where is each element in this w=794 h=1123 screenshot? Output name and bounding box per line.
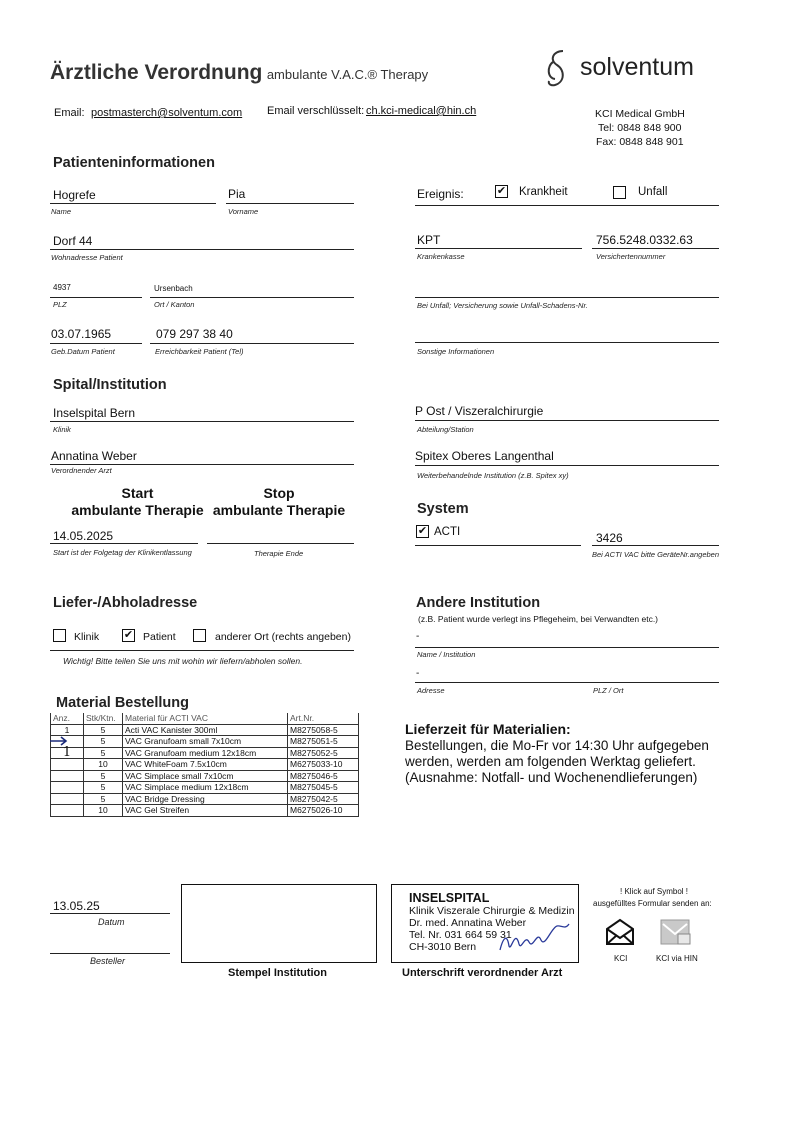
table-row — [51, 724, 359, 736]
email-label: Email: — [54, 107, 85, 119]
patient-ort[interactable]: Ursenbach — [154, 284, 193, 293]
col-material: Material für ACTI VAC — [123, 713, 288, 724]
klinik-caption: Klinik — [53, 425, 71, 434]
send-note: ausgefülltes Formular senden an: — [593, 899, 712, 908]
table-row — [51, 782, 359, 794]
liefer-patient-label: Patient — [143, 631, 176, 643]
stk-cell: 5 — [84, 793, 123, 805]
anz-cell[interactable] — [51, 805, 84, 817]
email-encrypted-label: Email verschlüsselt: — [267, 105, 365, 117]
start-therapie-line1: Start — [121, 485, 154, 501]
table-row — [51, 759, 359, 771]
krankenkasse-caption: Krankenkasse — [417, 252, 465, 261]
artnr-cell: M8275051-5 — [288, 736, 359, 748]
andere-adresse-caption: Adresse — [417, 686, 445, 695]
material-cell: VAC Simplace medium 12x18cm — [123, 782, 288, 794]
andere-institution-sub: (z.B. Patient wurde verlegt ins Pflegeheim, bei Verwandten etc.) — [418, 614, 659, 624]
andere-institution-heading: Andere Institution — [416, 595, 541, 611]
patient-telefon[interactable]: 079 297 38 40 — [156, 327, 233, 341]
stk-cell: 5 — [84, 724, 123, 736]
company-fax: Fax: 0848 848 901 — [596, 136, 684, 148]
kci-mail-icon[interactable] — [604, 917, 636, 952]
lieferzeit-line3: (Ausnahme: Notfall- und Wochenendlieferungen) — [405, 770, 698, 785]
anz-cell[interactable] — [51, 793, 84, 805]
form-title-sub: ambulante V.A.C.® Therapy — [266, 67, 429, 82]
company-tel: Tel: 0848 848 900 — [598, 122, 682, 134]
verordnender-arzt-value[interactable]: Annatina Weber — [51, 449, 137, 463]
lieferzeit-title: Lieferzeit für Materialien: — [405, 721, 571, 737]
stk-cell: 5 — [84, 747, 123, 759]
liefer-patient-checkbox[interactable]: ✔ — [123, 629, 134, 641]
weiterbehandelnde-value[interactable]: Spitex Oberes Langenthal — [415, 449, 554, 463]
patient-plz-caption: PLZ — [53, 300, 67, 309]
patient-geburtsdatum-caption: Geb.Datum Patient — [51, 347, 115, 356]
besteller-caption: Besteller — [90, 956, 126, 966]
material-cell: VAC Granufoam medium 12x18cm — [123, 747, 288, 759]
liefer-anderer-checkbox[interactable] — [193, 629, 206, 642]
col-anz: Anz. — [51, 713, 84, 724]
material-cell: VAC Bridge Dressing — [123, 793, 288, 805]
andere-plz-caption: PLZ / Ort — [593, 686, 624, 695]
stop-date-caption: Therapie Ende — [254, 549, 304, 558]
start-therapie-line2: ambulante Therapie — [71, 502, 204, 518]
material-table-header — [51, 713, 359, 724]
kci-hin-label: KCI via HIN — [656, 954, 698, 963]
material-cell: VAC Simplace small 7x10cm — [123, 770, 288, 782]
patient-vorname-caption: Vorname — [228, 207, 259, 216]
weiterbehandelnde-caption: Weiterbehandelnde Institution (z.B. Spitex xy) — [417, 471, 569, 480]
system-heading: System — [417, 501, 469, 517]
stk-cell: 5 — [84, 770, 123, 782]
krankheit-label: Krankheit — [519, 186, 568, 198]
abteilung-value[interactable]: P Ost / Viszeralchirurgie — [415, 404, 544, 418]
stempel-box[interactable] — [181, 884, 377, 963]
versichertennummer-caption: Versichertennummer — [596, 252, 666, 261]
solventum-logo — [543, 48, 573, 93]
table-row — [51, 805, 359, 817]
email-link[interactable]: postmasterch@solventum.com — [91, 107, 243, 119]
col-stk: Stk/Ktn. — [84, 713, 123, 724]
unterschrift-caption: Unterschrift verordnender Arzt — [402, 967, 563, 979]
handwritten-arrow-mark — [49, 733, 69, 751]
acti-checkbox[interactable]: ✔ — [417, 525, 428, 537]
artnr-cell: M8275046-5 — [288, 770, 359, 782]
patient-adresse[interactable]: Dorf 44 — [53, 234, 93, 248]
form-title — [50, 61, 428, 85]
start-therapie-heading — [70, 485, 205, 519]
liefer-klinik-label: Klinik — [74, 631, 100, 643]
patient-vorname[interactable]: Pia — [228, 187, 246, 201]
patient-name[interactable]: Hogrefe — [53, 188, 96, 202]
patient-geburtsdatum[interactable]: 03.07.1965 — [51, 327, 112, 341]
patient-heading: Patienteninformationen — [53, 155, 215, 171]
versichertennummer[interactable]: 756.5248.0332.63 — [596, 233, 693, 247]
andere-name-value[interactable]: - — [416, 631, 420, 642]
datum-value[interactable]: 13.05.25 — [53, 899, 100, 913]
email-encrypted-link[interactable]: ch.kci-medical@hin.ch — [366, 105, 477, 117]
artnr-cell: M8275042-5 — [288, 793, 359, 805]
stamp-line2: Klinik Viszerale Chirurgie & Medizin — [409, 905, 575, 917]
material-cell: VAC WhiteFoam 7.5x10cm — [123, 759, 288, 771]
signature-icon — [495, 918, 575, 958]
table-row — [51, 747, 359, 759]
material-cell: VAC Gel Streifen — [123, 805, 288, 817]
patient-name-caption: Name — [51, 207, 72, 216]
stop-therapie-line2: ambulante Therapie — [212, 502, 346, 518]
stk-cell: 5 — [84, 736, 123, 748]
stop-therapie-heading — [209, 485, 349, 519]
form-title-bold: Ärztliche Verordnung — [50, 61, 263, 84]
stk-cell: 5 — [84, 782, 123, 794]
anz-cell[interactable]: 1 — [51, 724, 84, 736]
liefer-note: Wichtig! Bitte teilen Sie uns mit wohin wir liefern/abholen sollen. — [63, 656, 303, 666]
andere-name-caption: Name / Institution — [417, 650, 476, 659]
start-date-caption: Start ist der Folgetag der Klinikentlassung — [53, 548, 192, 557]
andere-adresse-value[interactable]: - — [416, 668, 420, 679]
anz-cell[interactable] — [51, 770, 84, 782]
table-row — [51, 793, 359, 805]
datum-caption: Datum — [98, 917, 125, 927]
artnr-cell: M8275052-5 — [288, 747, 359, 759]
sonstige-informationen-caption: Sonstige Informationen — [417, 347, 495, 356]
stk-cell: 10 — [84, 805, 123, 817]
unfall-checkbox[interactable] — [613, 186, 626, 199]
artnr-cell: M6275033-10 — [288, 759, 359, 771]
stop-therapie-line1: Stop — [263, 485, 295, 501]
solventum-logo-text: solventum — [580, 53, 694, 81]
unfall-label: Unfall — [638, 186, 668, 198]
lieferzeit-line2: werden, werden am folgenden Werktag geliefert. — [405, 754, 696, 769]
geraet-nummer[interactable]: 3426 — [596, 531, 623, 545]
liefer-klinik-checkbox[interactable] — [53, 629, 66, 642]
start-date[interactable]: 14.05.2025 — [53, 529, 114, 543]
artnr-cell: M8275045-5 — [288, 782, 359, 794]
acti-label: ACTI — [434, 526, 461, 538]
kci-label: KCI — [614, 954, 628, 963]
klick-note: ! Klick auf Symbol ! — [620, 887, 689, 896]
lieferzeit-line1: Bestellungen, die Mo-Fr vor 14:30 Uhr aufgegeben — [405, 738, 709, 753]
material-cell: Acti VAC Kanister 300ml — [123, 724, 288, 736]
stk-cell: 10 — [84, 759, 123, 771]
spital-heading: Spital/Institution — [53, 377, 167, 393]
artnr-cell: M8275058-5 — [288, 724, 359, 736]
unfall-versicherung-caption: Bei Unfall; Versicherung sowie Unfall-Schadens-Nr. — [417, 301, 588, 310]
stamp-line3: Dr. med. Annatina Weber — [409, 917, 527, 929]
company-name: KCI Medical GmbH — [595, 108, 685, 120]
anz-cell[interactable] — [51, 759, 84, 771]
patient-ort-caption: Ort / Kanton — [154, 300, 195, 309]
geraet-nummer-caption: Bei ACTI VAC bitte GeräteNr.angeben — [592, 550, 720, 559]
material-cell: VAC Granufoam small 7x10cm — [123, 736, 288, 748]
artnr-cell: M6275026-10 — [288, 805, 359, 817]
ereignis-label: Ereignis: — [417, 187, 464, 201]
stamp-line5: CH-3010 Bern — [409, 941, 477, 953]
krankenkasse[interactable]: KPT — [417, 233, 441, 247]
patient-adresse-caption: Wohnadresse Patient — [51, 253, 123, 262]
patient-telefon-caption: Erreichbarkeit Patient (Tel) — [155, 347, 244, 356]
anz-cell[interactable] — [51, 782, 84, 794]
stamp-line1: INSELSPITAL — [409, 891, 490, 905]
verordnender-arzt-caption: Verordnender Arzt — [51, 466, 112, 475]
table-row — [51, 736, 359, 748]
table-row — [51, 770, 359, 782]
klinik-value[interactable]: Inselspital Bern — [53, 406, 136, 420]
anz-cell[interactable]: 1 — [51, 747, 84, 759]
liefer-anderer-label: anderer Ort (rechts angeben) — [215, 631, 351, 643]
kci-hin-mail-icon[interactable] — [660, 918, 692, 953]
material-table — [50, 713, 359, 817]
stempel-caption: Stempel Institution — [228, 967, 327, 979]
liefer-heading: Liefer-/Abholadresse — [53, 595, 198, 611]
krankheit-checkbox[interactable]: ✔ — [496, 185, 507, 197]
solventum-s-icon — [543, 48, 573, 88]
patient-plz[interactable]: 4937 — [53, 283, 71, 292]
material-heading: Material Bestellung — [56, 695, 189, 711]
stamp-line4: Tel. Nr. 031 664 59 31 — [409, 929, 512, 941]
col-artnr: Art.Nr. — [288, 713, 359, 724]
abteilung-caption: Abteilung/Station — [417, 425, 474, 434]
